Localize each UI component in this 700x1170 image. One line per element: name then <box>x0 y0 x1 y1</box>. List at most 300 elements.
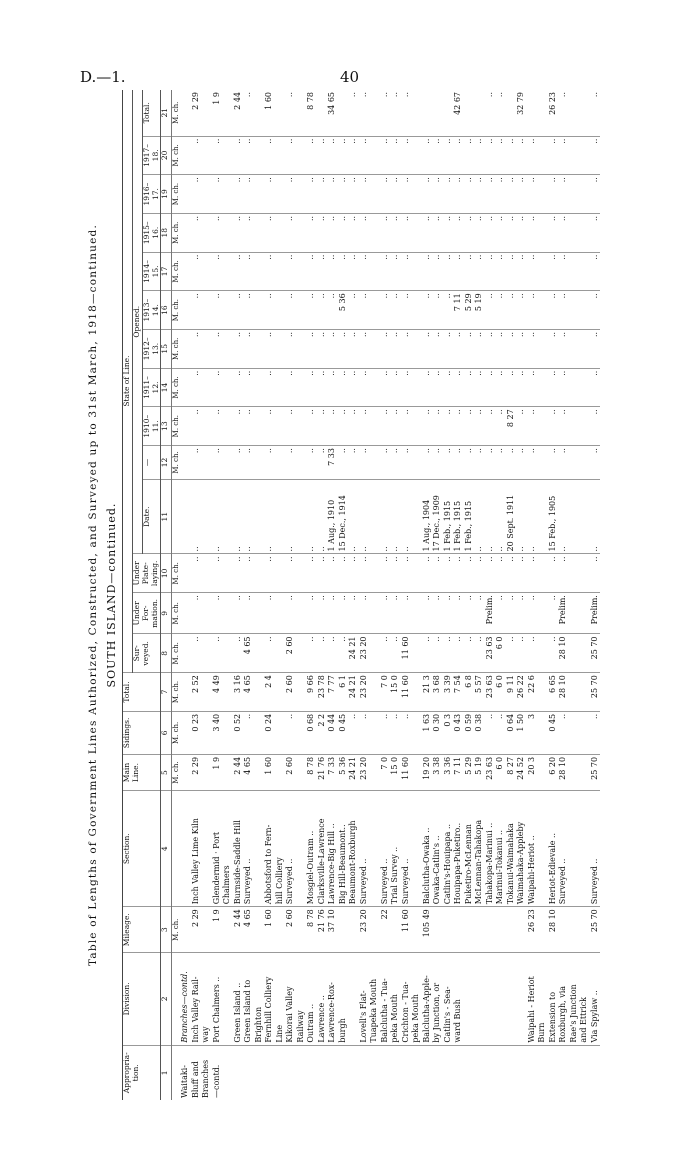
opened-1911-12-cell: .. <box>548 368 559 407</box>
opened-1912-13-cell: .. <box>422 329 433 368</box>
main-line-cell <box>180 754 191 790</box>
mileage-cell: 2 44 <box>233 907 244 953</box>
opened-1910-11-cell <box>254 407 265 446</box>
date-opened-cell: 1 Feb., 1915 <box>464 479 475 554</box>
section-cell: Trial Survey .. <box>390 791 401 907</box>
opened-1914-15-cell: .. <box>380 252 391 291</box>
sidings-cell: .. <box>558 711 569 754</box>
opened-pre-1910-cell: .. <box>432 446 443 480</box>
appropriation-cell <box>243 1045 254 1100</box>
opened-1911-12-cell <box>201 368 212 407</box>
opened-pre-1910-cell: .. <box>285 446 296 480</box>
mileage-cell <box>254 907 265 953</box>
surveyed-cell: .. <box>233 634 244 673</box>
total-cell: 3 16 <box>233 673 244 712</box>
opened-1914-15-cell <box>579 252 590 291</box>
opened-1910-11-cell <box>537 407 548 446</box>
table-row <box>516 90 527 1100</box>
section-cell: Burnside-Saddle Hill <box>233 791 244 907</box>
opened-1915-16-cell: .. <box>191 213 202 252</box>
opened-total-cell <box>411 90 422 136</box>
under-platelaying-cell: .. <box>558 554 569 593</box>
opened-1917-18-cell: .. <box>443 136 454 175</box>
opened-1912-13-cell <box>254 329 265 368</box>
main-line-cell: 23 20 <box>359 754 370 790</box>
surveyed-cell: 4 65 <box>243 634 254 673</box>
column-number: 3 <box>161 907 172 953</box>
opened-pre-1910-cell: .. <box>464 446 475 480</box>
division-cell: Line <box>275 953 286 1045</box>
opened-pre-1910-cell <box>296 446 307 480</box>
table-row <box>264 90 275 1100</box>
opened-1913-14-cell: .. <box>422 291 433 330</box>
division-cell: Roxburgh, via <box>558 953 569 1045</box>
opened-1914-15-cell: .. <box>327 252 338 291</box>
appropriation-cell <box>464 1045 475 1100</box>
section-cell: hill Colliery <box>275 791 286 907</box>
under-platelaying-cell: .. <box>233 554 244 593</box>
opened-1914-15-cell: .. <box>243 252 254 291</box>
opened-1917-18-cell: .. <box>558 136 569 175</box>
division-cell <box>485 953 496 1045</box>
opened-1915-16-cell <box>275 213 286 252</box>
under-platelaying-cell <box>222 554 233 593</box>
under-formation-cell: .. <box>506 593 517 634</box>
division-cell: and Ettrick <box>579 953 590 1045</box>
opened-1917-18-cell: .. <box>590 136 601 175</box>
under-formation-cell: .. <box>527 593 538 634</box>
opened-total-cell <box>338 90 349 136</box>
opened-1912-13-cell: .. <box>474 329 485 368</box>
header-mileage: Mileage. <box>123 907 161 953</box>
opened-1913-14-cell: .. <box>506 291 517 330</box>
opened-1910-11-cell: .. <box>212 407 223 446</box>
mileage-cell <box>464 907 475 953</box>
section-cell: Abbotsford to Fern- <box>264 791 275 907</box>
opened-1916-17-cell: .. <box>285 175 296 214</box>
division-cell <box>464 953 475 1045</box>
section-cell: Inch Valley Lime Kiln <box>191 791 202 907</box>
page-number: 40 <box>340 68 360 86</box>
opened-1917-18-cell <box>537 136 548 175</box>
sidings-cell: 0 38 <box>474 711 485 754</box>
main-line-cell <box>275 754 286 790</box>
opened-1913-14-cell <box>201 291 212 330</box>
opened-1915-16-cell <box>254 213 265 252</box>
total-cell: 15 0 <box>390 673 401 712</box>
table-row <box>558 90 569 1100</box>
opened-pre-1910-cell: 7 33 <box>327 446 338 480</box>
opened-total-cell: .. <box>285 90 296 136</box>
opened-1912-13-cell <box>296 329 307 368</box>
surveyed-cell: .. <box>464 634 475 673</box>
column-number: 8 <box>161 634 172 673</box>
opened-1911-12-cell <box>296 368 307 407</box>
sidings-cell: 0 3 <box>443 711 454 754</box>
under-formation-cell: .. <box>348 593 359 634</box>
opened-1911-12-cell <box>275 368 286 407</box>
appropriation-cell <box>527 1045 538 1100</box>
opened-1911-12-cell: .. <box>306 368 317 407</box>
appropriation-cell <box>338 1045 349 1100</box>
opened-1911-12-cell: .. <box>590 368 601 407</box>
opened-1915-16-cell <box>569 213 580 252</box>
total-cell: 9 11 <box>506 673 517 712</box>
under-platelaying-cell <box>201 554 212 593</box>
opened-1913-14-cell <box>569 291 580 330</box>
opened-1910-11-cell: .. <box>464 407 475 446</box>
section-cell: Beaumont-Roxburgh <box>348 791 359 907</box>
opened-pre-1910-cell: .. <box>264 446 275 480</box>
opened-1917-18-cell: .. <box>327 136 338 175</box>
opened-1912-13-cell: .. <box>233 329 244 368</box>
division-cell: Lawrence .. <box>317 953 328 1045</box>
opened-total-cell <box>369 90 380 136</box>
table-row <box>485 90 496 1100</box>
opened-1913-14-cell: .. <box>264 291 275 330</box>
under-platelaying-cell: .. <box>348 554 359 593</box>
opened-1912-13-cell <box>275 329 286 368</box>
table-row <box>590 90 601 1100</box>
opened-1910-11-cell: .. <box>527 407 538 446</box>
main-line-cell: 19 20 <box>422 754 433 790</box>
sidings-cell: .. <box>495 711 506 754</box>
date-opened-cell: 15 Feb., 1905 <box>548 479 559 554</box>
date-opened-cell <box>201 479 212 554</box>
opened-pre-1910-cell: .. <box>243 446 254 480</box>
main-line-cell <box>201 754 212 790</box>
opened-1913-14-cell: .. <box>495 291 506 330</box>
opened-1914-15-cell <box>180 252 191 291</box>
table-row <box>411 90 422 1100</box>
opened-1916-17-cell <box>296 175 307 214</box>
rotated-table-page <box>85 90 645 1100</box>
sidings-cell: .. <box>380 711 391 754</box>
mileage-cell <box>411 907 422 953</box>
opened-1915-16-cell: .. <box>401 213 412 252</box>
opened-1910-11-cell <box>296 407 307 446</box>
header-year-1910: 1910–11. <box>142 407 161 446</box>
opened-1915-16-cell: .. <box>327 213 338 252</box>
opened-1914-15-cell <box>275 252 286 291</box>
main-line-cell <box>411 754 422 790</box>
appropriation-cell: Waitaki- <box>180 1065 190 1098</box>
opened-1916-17-cell <box>537 175 548 214</box>
under-formation-cell: .. <box>264 593 275 634</box>
date-opened-cell: .. <box>380 479 391 554</box>
mileage-cell <box>201 907 212 953</box>
opened-1917-18-cell: .. <box>338 136 349 175</box>
mileage-cell <box>537 907 548 953</box>
section-cell: Owaka-Catlin's .. <box>432 791 443 907</box>
opened-1914-15-cell: .. <box>485 252 496 291</box>
main-line-cell: 3 38 <box>432 754 443 790</box>
header-year-1916: 1916–17. <box>142 175 161 214</box>
under-formation-cell: .. <box>516 593 527 634</box>
table-row <box>390 90 401 1100</box>
opened-1917-18-cell <box>579 136 590 175</box>
opened-1913-14-cell <box>254 291 265 330</box>
column-number: 18 <box>161 213 172 252</box>
opened-1912-13-cell: .. <box>338 329 349 368</box>
division-cell: Via Spylaw .. <box>590 953 601 1045</box>
appropriation-cell <box>306 1045 317 1100</box>
opened-1913-14-cell <box>411 291 422 330</box>
header-year-1913: 1913–14. <box>142 291 161 330</box>
under-platelaying-cell <box>369 554 380 593</box>
header-sidings: Sidings. <box>123 711 161 754</box>
opened-pre-1910-cell <box>411 446 422 480</box>
unit-blank <box>172 953 181 1045</box>
opened-1910-11-cell: .. <box>390 407 401 446</box>
date-opened-cell: .. <box>317 479 328 554</box>
surveyed-cell: .. <box>338 634 349 673</box>
opened-1917-18-cell: .. <box>548 136 559 175</box>
main-line-cell <box>254 754 265 790</box>
unit-label: M. ch. <box>172 673 181 712</box>
total-cell <box>579 673 590 712</box>
opened-1911-12-cell <box>369 368 380 407</box>
total-cell: 5 57 <box>474 673 485 712</box>
opened-1914-15-cell <box>201 252 212 291</box>
table-row <box>474 90 485 1100</box>
opened-total-cell: 2 29 <box>191 90 202 136</box>
opened-1910-11-cell: .. <box>548 407 559 446</box>
opened-1916-17-cell: .. <box>327 175 338 214</box>
total-cell: 4 65 <box>243 673 254 712</box>
opened-1914-15-cell: .. <box>527 252 538 291</box>
unit-blank <box>172 479 181 554</box>
under-formation-cell <box>254 593 265 634</box>
division-cell: Burn <box>537 953 548 1045</box>
total-cell <box>222 673 233 712</box>
unit-label: M. ch. <box>172 446 181 480</box>
opened-pre-1910-cell: .. <box>348 446 359 480</box>
mileage-cell <box>432 907 443 953</box>
opened-1912-13-cell: .. <box>243 329 254 368</box>
column-number: 5 <box>161 754 172 790</box>
surveyed-cell <box>579 634 590 673</box>
division-cell: Waipahi - Heriot <box>527 953 538 1045</box>
total-cell: 23 20 <box>359 673 370 712</box>
total-cell <box>411 673 422 712</box>
opened-1910-11-cell: .. <box>285 407 296 446</box>
division-cell: Green Island .. <box>233 953 244 1045</box>
main-line-cell <box>579 754 590 790</box>
opened-1914-15-cell: .. <box>548 252 559 291</box>
mileage-cell <box>485 907 496 953</box>
opened-total-cell <box>317 90 328 136</box>
opened-1916-17-cell: .. <box>380 175 391 214</box>
unit-label: M. ch. <box>172 90 181 136</box>
opened-1910-11-cell: .. <box>317 407 328 446</box>
division-cell: Lawrence-Rox- <box>327 953 338 1045</box>
opened-1913-14-cell: 5 19 <box>474 291 485 330</box>
unit-label: M. ch. <box>172 407 181 446</box>
unit-label: M. ch. <box>172 252 181 291</box>
sidings-cell: 0 64 <box>506 711 517 754</box>
opened-1914-15-cell <box>254 252 265 291</box>
opened-1915-16-cell: .. <box>285 213 296 252</box>
main-line-cell: 6 0 <box>495 754 506 790</box>
opened-1914-15-cell: .. <box>558 252 569 291</box>
opened-1912-13-cell: .. <box>401 329 412 368</box>
section-cell: Surveyed .. <box>359 791 370 907</box>
surveyed-cell <box>254 634 265 673</box>
mileage-cell <box>569 907 580 953</box>
opened-1913-14-cell <box>180 291 191 330</box>
under-formation-cell: .. <box>432 593 443 634</box>
date-opened-cell: .. <box>516 479 527 554</box>
division-cell: by Junction, or <box>432 953 443 1045</box>
under-formation-cell <box>537 593 548 634</box>
date-opened-cell: .. <box>590 479 601 554</box>
opened-1916-17-cell: .. <box>317 175 328 214</box>
main-line-cell: 24 21 <box>348 754 359 790</box>
under-platelaying-cell: .. <box>327 554 338 593</box>
page-ref: D.—1. <box>80 68 126 86</box>
section-cell: McLennan-Tahakopa <box>474 791 485 907</box>
opened-1911-12-cell: .. <box>474 368 485 407</box>
opened-total-cell: 1 60 <box>264 90 275 136</box>
under-platelaying-cell: .. <box>495 554 506 593</box>
total-cell: 6 65 <box>548 673 559 712</box>
under-formation-cell <box>411 593 422 634</box>
opened-1913-14-cell <box>296 291 307 330</box>
opened-1911-12-cell <box>222 368 233 407</box>
sidings-cell: .. <box>359 711 370 754</box>
opened-1916-17-cell: .. <box>422 175 433 214</box>
surveyed-cell: .. <box>453 634 464 673</box>
table-row <box>296 90 307 1100</box>
mileage-cell <box>558 907 569 953</box>
opened-pre-1910-cell: .. <box>191 446 202 480</box>
surveyed-cell: 11 60 <box>401 634 412 673</box>
mileage-cell: 23 20 <box>359 907 370 953</box>
table-row <box>401 90 412 1100</box>
opened-1912-13-cell: .. <box>348 329 359 368</box>
opened-1916-17-cell: .. <box>506 175 517 214</box>
main-line-cell <box>296 754 307 790</box>
date-opened-cell: .. <box>485 479 496 554</box>
header-division: Division. <box>123 953 161 1045</box>
division-cell: Green Island to <box>243 953 254 1045</box>
under-platelaying-cell: .. <box>464 554 475 593</box>
table-row <box>495 90 506 1100</box>
opened-1914-15-cell: .. <box>401 252 412 291</box>
appropriation-cell <box>327 1045 338 1100</box>
surveyed-cell: 28 10 <box>558 634 569 673</box>
mileage-cell <box>516 907 527 953</box>
opened-1912-13-cell <box>537 329 548 368</box>
opened-1910-11-cell: .. <box>485 407 496 446</box>
opened-pre-1910-cell <box>201 446 212 480</box>
mileage-cell: 28 10 <box>548 907 559 953</box>
date-opened-cell <box>579 479 590 554</box>
date-opened-cell <box>222 479 233 554</box>
opened-1914-15-cell: .. <box>233 252 244 291</box>
sidings-cell: 0 59 <box>464 711 475 754</box>
appropriation-cell: —contd. <box>211 1064 221 1098</box>
opened-1915-16-cell: .. <box>432 213 443 252</box>
division-cell: Brighton <box>254 953 265 1045</box>
main-line-cell <box>369 754 380 790</box>
opened-1913-14-cell <box>369 291 380 330</box>
opened-1913-14-cell <box>579 291 590 330</box>
sidings-cell <box>201 711 212 754</box>
opened-1913-14-cell: .. <box>285 291 296 330</box>
opened-pre-1910-cell: .. <box>380 446 391 480</box>
sidings-cell: 0 30 <box>432 711 443 754</box>
opened-pre-1910-cell <box>369 446 380 480</box>
opened-1911-12-cell: .. <box>453 368 464 407</box>
date-opened-cell: .. <box>401 479 412 554</box>
opened-total-cell: .. <box>380 90 391 136</box>
opened-1911-12-cell: .. <box>243 368 254 407</box>
opened-1911-12-cell: .. <box>338 368 349 407</box>
total-cell: 3 39 <box>443 673 454 712</box>
column-number: 1 <box>161 1045 172 1100</box>
opened-1915-16-cell: .. <box>422 213 433 252</box>
sidings-cell: 0 52 <box>233 711 244 754</box>
section-cell <box>569 791 580 907</box>
under-formation-cell: .. <box>233 593 244 634</box>
division-cell: burgh <box>338 953 349 1045</box>
appropriation-cell <box>285 1045 296 1100</box>
opened-1913-14-cell: .. <box>401 291 412 330</box>
sidings-cell: 2 2 <box>317 711 328 754</box>
unit-blank <box>172 1045 181 1100</box>
opened-1914-15-cell: .. <box>516 252 527 291</box>
opened-total-cell: .. <box>485 90 496 136</box>
sidings-cell <box>222 711 233 754</box>
under-formation-cell <box>201 593 212 634</box>
appropriation-cell <box>222 1045 233 1100</box>
mileage-cell <box>275 907 286 953</box>
opened-1916-17-cell <box>411 175 422 214</box>
opened-total-cell <box>506 90 517 136</box>
section-cell: Glendermid · Port <box>212 791 223 907</box>
opened-1915-16-cell <box>180 213 191 252</box>
under-formation-cell: .. <box>317 593 328 634</box>
total-cell <box>569 673 580 712</box>
opened-total-cell: 26 23 <box>548 90 559 136</box>
appropriation-cell <box>390 1045 401 1100</box>
section-cell <box>180 791 191 907</box>
opened-1911-12-cell: .. <box>443 368 454 407</box>
appropriation-cell <box>590 1045 601 1100</box>
opened-1917-18-cell <box>569 136 580 175</box>
date-opened-cell: .. <box>212 479 223 554</box>
opened-1915-16-cell: .. <box>548 213 559 252</box>
opened-1910-11-cell <box>275 407 286 446</box>
division-cell: Outram .. <box>306 953 317 1045</box>
total-cell <box>537 673 548 712</box>
opened-1911-12-cell: .. <box>359 368 370 407</box>
main-line-cell: 24 52 <box>516 754 527 790</box>
opened-1917-18-cell: .. <box>485 136 496 175</box>
header-dash: — <box>142 446 161 480</box>
total-cell: 6 1 <box>338 673 349 712</box>
opened-1912-13-cell: .. <box>516 329 527 368</box>
sidings-cell: .. <box>348 711 359 754</box>
division-cell: Balclutha-Apple- <box>422 953 433 1045</box>
under-formation-cell: .. <box>285 593 296 634</box>
opened-1912-13-cell <box>201 329 212 368</box>
sidings-cell: 0 45 <box>338 711 349 754</box>
opened-1916-17-cell: .. <box>464 175 475 214</box>
sidings-cell: .. <box>401 711 412 754</box>
